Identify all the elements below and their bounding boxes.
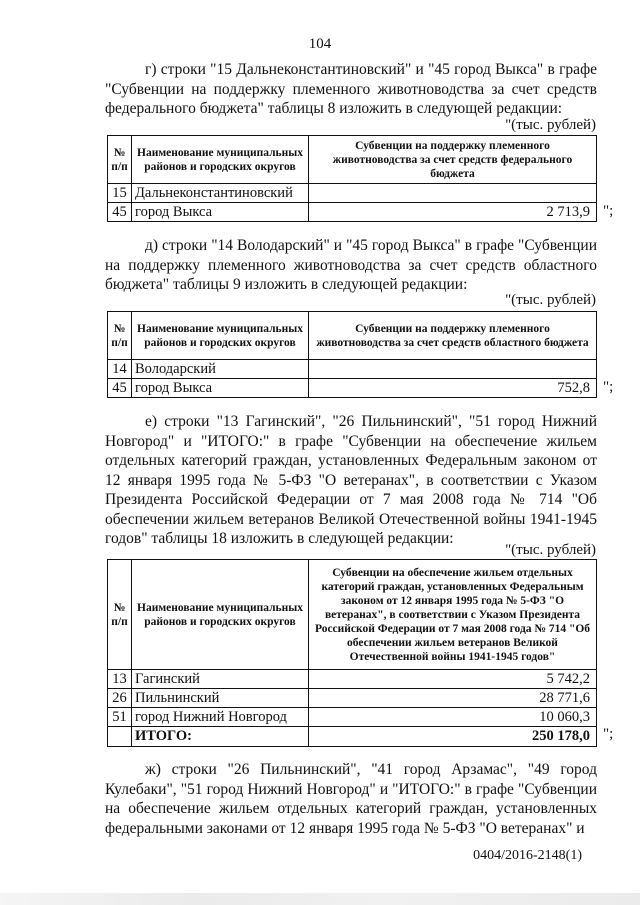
paragraph-d-text: д) строки "14 Володарский" и "45 город Выкса" в графе "Субвенции на поддержку племенного животноводства за счет средств областного бюджета" таблицы 9 изложить в следующей редакции: [105,237,597,293]
table-9-excerpt [107,311,597,398]
table-row [108,689,597,708]
table-18-excerpt [107,559,597,747]
row-name: город Выкса [132,379,309,398]
row-number: 13 [108,670,132,689]
header-number: № п/п [108,312,132,360]
table-8-excerpt [107,135,597,222]
row-value: 250 178,0 [309,727,597,747]
table-row [108,203,597,222]
header-name: Наименование муниципальных районов и городских округов [132,136,309,184]
table-row [108,708,597,727]
header-number: № п/п [108,136,132,184]
paragraph-g-text: г) строки "15 Дальнеконстантиновский" и "45 город Выкса" в графе "Субвенции на поддержку племенного животноводства за счет средств федерального бюджета" таблицы 8 изложить в следующей редакции: [105,61,597,117]
closing-quote: "; [603,379,614,395]
row-value [309,184,597,203]
table-row [108,360,597,379]
header-name: Наименование муниципальных районов и городских округов [132,312,309,360]
closing-quote: "; [603,726,614,742]
row-number: 26 [108,689,132,708]
paragraph-e-text: е) строки "13 Гагинский", "26 Пильнинский", "51 город Нижний Новгород" и "ИТОГО:" в графе "Субвенции на обеспечение жильем отдельных категорий граждан, установленных Федеральным законом от 12 января 1995 года № 5-ФЗ "О ветеранах", в соответствии с Указом Президента Российской Федерации от 7 мая 2008 года № 714 "Об обеспечении жильем ветеранов Великой Отечественной войны 1941-1945 годов" таблицы 18 изложить в следующей редакции: [105,413,597,547]
units-label: "(тыс. рублей) [505,542,596,558]
paragraph-g [105,60,597,119]
row-value: 10 060,3 [309,708,597,727]
row-value: 5 742,2 [309,670,597,689]
table-row [108,670,597,689]
paragraph-d [105,236,597,295]
row-value: 752,8 [309,379,597,398]
header-subsidy: Субвенции на поддержку племенного животноводства за счет средств федерального бюджета [309,136,597,184]
row-name: Володарский [132,360,309,379]
row-number: 14 [108,360,132,379]
document-code: 0404/2016-2148(1) [473,848,582,863]
row-name: Гагинский [132,670,309,689]
closing-quote: "; [603,203,614,219]
row-number: 45 [108,203,132,222]
row-name: город Нижний Новгород [132,708,309,727]
table-row [108,379,597,398]
row-name: город Выкса [132,203,309,222]
row-number: 51 [108,708,132,727]
scan-artifact [0,893,640,905]
row-number [108,727,132,747]
table-row-total [108,727,597,747]
row-value: 2 713,9 [309,203,597,222]
header-subsidy: Субвенции на обеспечение жильем отдельных категорий граждан, установленных Федеральным законом от 12 января 1995 года № 5-ФЗ "О ветеранах", в соответствии с Указом Президента Российской Федерации от 7 мая 2008 года № 714 "Об обеспечении жильем ветеранов Великой Отечественной войны 1941-1945 годов" [309,560,597,670]
paragraph-zh-text: ж) строки "26 Пильнинский", "41 город Арзамас", "49 город Кулебаки", "51 город Нижний Новгород" и "ИТОГО:" в графе "Субвенции на обеспечение жильем отдельных категорий граждан, установленных федеральными законами от 12 января 1995 года № 5-ФЗ "О ветеранах" и [105,761,597,837]
header-subsidy: Субвенции на поддержку племенного животноводства за счет средств областного бюджета [309,312,597,360]
header-number: № п/п [108,560,132,670]
row-name: ИТОГО: [132,727,309,747]
row-name: Пильнинский [132,689,309,708]
row-name: Дальнеконстантиновский [132,184,309,203]
header-name: Наименование муниципальных районов и городских округов [132,560,309,670]
units-label: "(тыс. рублей) [505,117,596,133]
row-number: 45 [108,379,132,398]
row-value: 28 771,6 [309,689,597,708]
table-row [108,184,597,203]
paragraph-e [105,412,597,549]
units-label: "(тыс. рублей) [505,292,596,308]
paragraph-zh [105,760,597,838]
page-number: 104 [308,36,332,52]
row-number: 15 [108,184,132,203]
row-value [309,360,597,379]
